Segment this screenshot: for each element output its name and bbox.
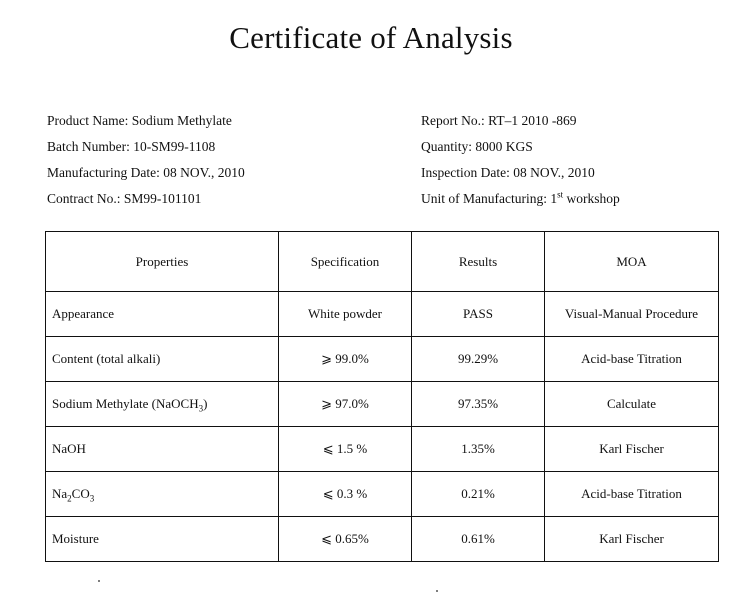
- header-properties: Properties: [46, 232, 279, 292]
- property-subscript: 2: [67, 493, 72, 504]
- property-subscript-2: 3: [89, 493, 95, 504]
- product-name-label: Product Name:: [47, 113, 129, 128]
- contract-number-field: [47, 186, 245, 212]
- manufacturing-date-field: [47, 160, 245, 186]
- property-cell: Content (total alkali): [46, 337, 279, 382]
- specification-cell: ⩽ 0.3 %: [279, 472, 412, 517]
- property-cell: [46, 382, 279, 427]
- quantity-field: [421, 134, 620, 160]
- manufacturing-date-value: 08 NOV., 2010: [163, 165, 245, 180]
- unit-value: workshop: [563, 191, 620, 206]
- moa-cell: Acid-base Titration: [545, 337, 719, 382]
- moa-cell: Acid-base Titration: [545, 472, 719, 517]
- header-moa: MOA: [545, 232, 719, 292]
- unit-of-manufacturing-label: Unit of Manufacturing:: [421, 191, 547, 206]
- analysis-table: [45, 231, 719, 562]
- property-text: Sodium Methylate (NaOCH: [52, 396, 199, 411]
- specification-cell: ⩾ 99.0%: [279, 337, 412, 382]
- manufacturing-date-label: Manufacturing Date:: [47, 165, 160, 180]
- header-results: Results: [412, 232, 545, 292]
- property-subscript: 3: [198, 403, 204, 414]
- specification-cell: ⩽ 1.5 %: [279, 427, 412, 472]
- result-cell: PASS: [412, 292, 545, 337]
- specification-cell: White powder: [279, 292, 412, 337]
- batch-number-label: Batch Number:: [47, 139, 130, 154]
- moa-cell: Karl Fischer: [545, 517, 719, 562]
- quantity-label: Quantity:: [421, 139, 472, 154]
- product-info-right: [421, 108, 620, 212]
- property-text-mid: CO: [71, 486, 90, 501]
- property-cell: [46, 472, 279, 517]
- result-cell: 1.35%: [412, 427, 545, 472]
- batch-number-field: [47, 134, 245, 160]
- product-info-left: [47, 108, 245, 212]
- property-cell: Appearance: [46, 292, 279, 337]
- moa-cell: Calculate: [545, 382, 719, 427]
- scan-speckle: [98, 580, 100, 582]
- contract-number-label: Contract No.:: [47, 191, 121, 206]
- result-cell: 0.21%: [412, 472, 545, 517]
- result-cell: 99.29%: [412, 337, 545, 382]
- inspection-date-field: [421, 160, 620, 186]
- contract-number-value: SM99-101101: [123, 191, 202, 206]
- product-name-field: [47, 108, 245, 134]
- property-cell: NaOH: [46, 427, 279, 472]
- property-cell: Moisture: [46, 517, 279, 562]
- moa-cell: Visual-Manual Procedure: [545, 292, 719, 337]
- table-row: [46, 517, 719, 562]
- inspection-date-label: Inspection Date:: [421, 165, 510, 180]
- moa-cell: Karl Fischer: [545, 427, 719, 472]
- inspection-date-value: 08 NOV., 2010: [513, 165, 595, 180]
- specification-cell: ⩾ 97.0%: [279, 382, 412, 427]
- quantity-value: 8000 KGS: [475, 139, 533, 154]
- report-number-value: RT–1 2010 -869: [488, 113, 577, 128]
- table-row: [46, 427, 719, 472]
- report-number-label: Report No.:: [421, 113, 485, 128]
- batch-number-value: 10-SM99-1108: [133, 139, 216, 154]
- unit-ordinal-suffix: st: [557, 189, 564, 200]
- table-row: [46, 472, 719, 517]
- property-text: Na: [52, 486, 68, 501]
- result-cell: 97.35%: [412, 382, 545, 427]
- result-cell: 0.61%: [412, 517, 545, 562]
- table-row: [46, 382, 719, 427]
- table-row: [46, 292, 719, 337]
- report-number-field: [421, 108, 620, 134]
- table-header-row: [46, 232, 719, 292]
- unit-number: 1: [550, 191, 558, 206]
- table-row: [46, 337, 719, 382]
- document-title: Certificate of Analysis: [229, 20, 513, 55]
- product-name-value: Sodium Methylate: [131, 113, 232, 128]
- property-text-end: ): [203, 396, 208, 411]
- unit-of-manufacturing-field: [421, 186, 620, 212]
- scan-speckle: [436, 590, 438, 592]
- header-specification: Specification: [279, 232, 412, 292]
- specification-cell: ⩽ 0.65%: [279, 517, 412, 562]
